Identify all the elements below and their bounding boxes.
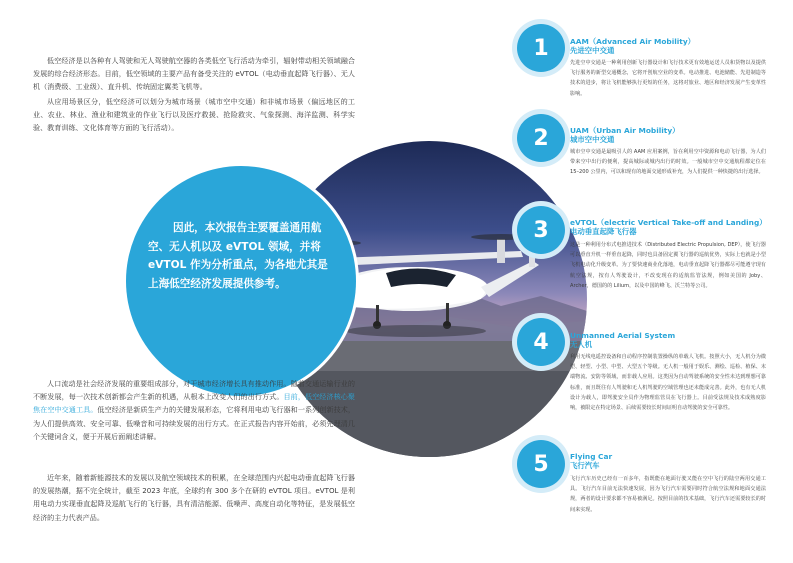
- badge-1: 1: [517, 24, 565, 72]
- badge-2: 2: [517, 114, 565, 162]
- item-3-title-en: eVTOL（electric Vertical Take-off and Landing）: [570, 218, 767, 227]
- item-1-title-cn: 先进空中交通: [570, 46, 615, 56]
- item-4-desc: 利用无线电遥控设备和自动程序控制装置操纵的单载人飞机。按照大小，无人机分为微型、轻型、小型、中型、大型五个等级。无人机一般用于娱乐、测绘、巡检、植保、末端物流、安防等领域，而非载人应用。这类因为自动驾驶系统的安全性未达到理想可靠标准，而且既往有人驾驶和无人机驾驶的空域管理也还未能成完善。此外，也有无人机设计为载人，即驾驶安全员作为物理监管员在飞行器上。目前受法规及技术成熟度影响，被限定在特定场景、后续需要较长时间证明自动驾驶的安全可靠性。: [570, 354, 766, 412]
- traffic-highlight: 目前，低空经济核心聚焦在空中交通工具。: [33, 392, 356, 415]
- item-1-title: [570, 37, 695, 56]
- badge-3: 3: [517, 206, 565, 254]
- item-4-title-cn: 无人机: [570, 340, 593, 350]
- item-2-title-en: UAM（Urban Air Mobility）: [570, 126, 680, 135]
- traffic-paragraph: [33, 377, 355, 443]
- item-5-title-en: Flying Car: [570, 452, 613, 461]
- item-2-title: [570, 126, 680, 145]
- item-5-desc: 飞行汽车历史已经有一百多年，指既能在地面行驶又能在空中飞行的陆空两用交通工具。飞行汽车目前无法快速发展，因为飞行汽车需要同时符合航空法规和地面交通法规，两者的设计要求都不容易被满足。按照目前的技术基础，飞行汽车还需要较长的时间来实现。: [570, 476, 766, 513]
- evtol-paragraph: 近年来，随着新能源技术的发展以及航空领域技术的积累，在全球范围内兴起电动垂直起降飞行器的发展热潮，据不完全统计，截至 2023 年底，全球约有 300 多个在研的 eVTOL 项目。eVTOL 是利用电动力实现垂直起降及巡航飞行的飞行器，具有清洁能源、低噪声、高度自动化等特征，是发展低空经济的主力代表产品。: [33, 473, 355, 522]
- item-2-desc: 城市空中交通是最吸引人的 AAM 应用案例，旨在利用空中资源和电动飞行器，为人们带来空中出行的便利，提高城际或城内出行的时效。一般城市空中交通航程都定位在 15–200 公里内，可以和现有的地面交通形成补充，为人们提供一种快捷的出行选择。: [570, 149, 766, 176]
- traffic-text-a: 人口流动是社会经济发展的重要组成部分，对于城市经济增长具有推动作用。随着交通运输行业的不断发展，每一次技术创新都会产生新的机遇，从根本上改变人们的出行方式。: [33, 379, 355, 402]
- intro-paragraph: 低空经济是以各种有人驾驶和无人驾驶航空器的各类低空飞行活动为牵引，辐射带动相关领域融合发展的综合经济形态。目前，低空领域的主要产品有备受关注的 eVTOL（电动垂直起降飞行器）、无人机（消费级、工业级）、直升机、传统固定翼类飞机等。: [33, 56, 355, 92]
- item-1-desc: 先进空中交通是一种利用创新飞行器设计和飞行技术更有效地运送人员和货物以及提供飞行服务的新型交通概念，它将开创航空业的变革。电动推进、电池储能、先进制造等技术的进步，将让飞机能够执行更短的任务，这将对旅业、地区和经济发展产生变革性影响。: [570, 60, 766, 97]
- item-2-title-cn: 城市空中交通: [570, 135, 615, 145]
- badge-5: 5: [517, 440, 565, 488]
- item-5-title-cn: 飞行汽车: [570, 461, 600, 471]
- scenario-paragraph: 从应用场景区分，低空经济可以划分为城市场景（城市空中交通）和非城市场景（偏远地区的工业、农业、林业、渔业和建筑业的作业飞行以及医疗救援、抢险救灾、气象探测、海洋监测、科学实验、教育训练、文化体育等方面的飞行活动）。: [33, 97, 355, 133]
- item-4-title-en: Unmanned Aerial System: [570, 331, 676, 340]
- item-5-title: [570, 452, 612, 471]
- summary-quote-text: 因此，本次报告主要覆盖通用航空、无人机以及 eVTOL 领域，并将 eVTOL 作为分析重点，为各地尤其是上海低空经济发展提供参考。: [148, 222, 328, 290]
- traffic-text-b: 低空经济是新质生产力的关键发展形态，它将利用电动飞行器和一系列创新技术，为人们提供高效、安全可靠、低噪音和可持续发展的出行方式。在正式报告内容开始前，必须先理清几个关键词含义，便于开展后面阐述讲解。: [33, 405, 356, 441]
- item-3-title: [570, 218, 767, 237]
- badge-4: 4: [517, 318, 565, 366]
- item-3-title-cn: 电动垂直起降飞行器: [570, 227, 637, 237]
- item-3-desc: 这是一种利用分布式电推进技术（Distributed Electric Propulsion, DEP），使飞行器可以垂直升机一样垂直起降，同时也具备固定翼飞行器的巡航优势，实际上也就是小型飞机电动化升级变革。为了要快速商业化落地，电动垂直起降飞行器都尽可能遵守现有航空法规，按有人驾驶设计，不改变现在的适航监管法规，例如美国的 Joby、Archer，德国的的 Lilium，以及中国的峰飞、沃兰特等公司。: [570, 242, 766, 289]
- item-4-title: [570, 331, 675, 350]
- item-1-title-en: AAM（Advanced Air Mobility）: [570, 37, 696, 46]
